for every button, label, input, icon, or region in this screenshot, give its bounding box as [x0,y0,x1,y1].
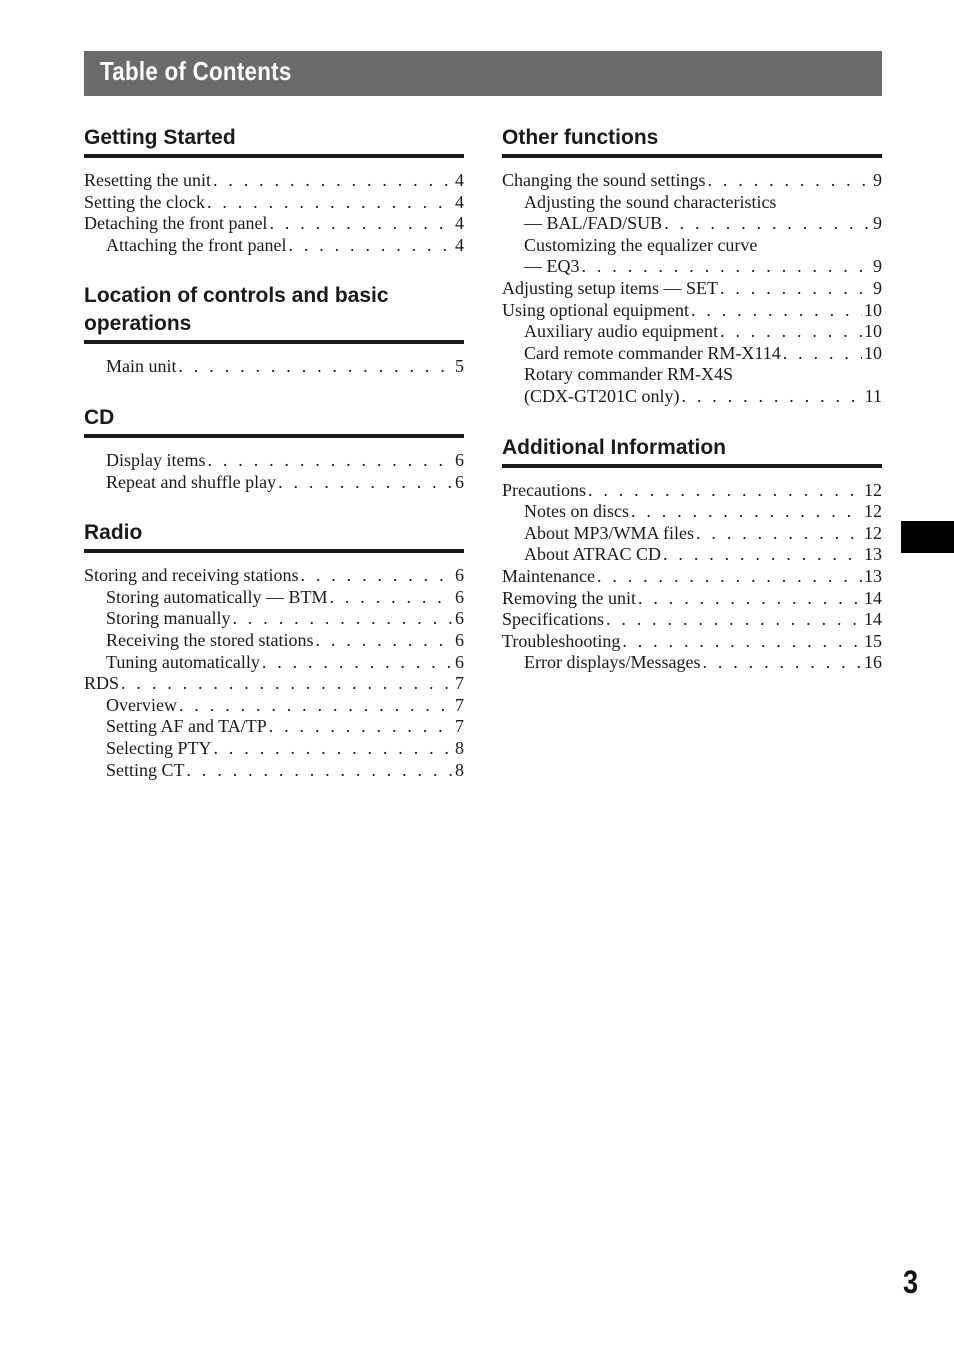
toc-entry[interactable] [84,673,464,695]
toc-entry-label: Notes on discs [524,501,629,522]
dot-leader [682,386,863,408]
toc-entry-page: 15 [864,630,882,651]
dot-leader [588,480,862,502]
dot-leader [622,631,862,653]
toc-entry[interactable] [502,523,882,545]
toc-entry-label: (CDX-GT201C only) [524,385,680,406]
toc-entry-page: 9 [873,213,882,234]
dot-leader [597,566,862,588]
toc-entry-label: Display items [106,449,206,470]
toc-entry-label: Changing the sound settings [502,170,706,190]
toc-section [502,434,882,674]
toc-entry[interactable] [502,501,882,523]
toc-entry-page: 10 [864,299,882,320]
dot-leader [783,343,862,365]
toc-entry-page: 9 [873,277,882,298]
toc-entry[interactable] [502,278,882,300]
toc-entry-page: 9 [873,170,882,190]
dot-leader [708,170,872,192]
toc-entry-label: Auxiliary audio equipment [524,321,718,342]
dot-leader [179,695,453,717]
toc-entry-label: RDS [84,673,120,694]
toc-entry-label: Specifications [502,609,604,630]
dot-leader [179,356,454,378]
toc-entry-page: 14 [864,587,882,608]
dot-leader [214,738,454,760]
toc-entry-label: Adjusting the sound characteristics [524,191,777,212]
toc-entry[interactable] [502,544,882,566]
toc-entry[interactable] [502,386,882,408]
toc-entry-page: 6 [455,586,464,607]
toc-entry-page: 5 [455,356,464,377]
toc-entry-page: 12 [864,522,882,543]
dot-leader [720,321,862,343]
toc-entry-label: Attaching the front panel [106,234,287,255]
toc-entry-label: Precautions [502,479,586,500]
toc-entry-page: 6 [455,449,464,470]
toc-entry-page: 11 [864,385,882,406]
toc-entry-page: 8 [455,737,464,758]
dot-leader [664,213,871,235]
toc-entry-label: Removing the unit [502,587,636,608]
toc-entry-label: Storing and receiving stations [84,565,299,586]
dot-leader [269,213,453,235]
page-title: Table of Contents [100,56,292,86]
toc-entry[interactable] [502,321,882,343]
toc-entry-label: Maintenance [502,565,595,586]
toc-entry-label: Storing manually [106,608,231,629]
toc-entry-page: 8 [455,759,464,780]
toc-entry-label: Selecting PTY [106,737,212,758]
dot-leader [208,450,454,472]
section-heading: Additional Information [502,434,882,468]
toc-entry-page: 6 [455,651,464,672]
toc-entry-page: 10 [864,321,882,342]
toc-entry-label: About ATRAC CD [524,544,662,565]
dot-leader [696,523,862,545]
toc-entry-page: 10 [864,342,882,363]
dot-leader [288,235,453,257]
toc-entry-label: — BAL/FAD/SUB [524,213,663,234]
toc-entry[interactable] [84,450,464,472]
dot-leader [329,587,453,609]
toc-entry[interactable] [84,213,464,235]
title-bar [84,51,882,96]
toc-entry[interactable] [84,608,464,630]
toc-entry[interactable] [84,695,464,717]
toc-entry[interactable] [84,472,464,494]
toc-section [502,124,882,408]
toc-entry-page: 6 [455,565,464,586]
toc-entry[interactable] [502,480,882,502]
toc-entry-label: Receiving the stored stations [106,629,314,650]
toc-entry-page: 4 [455,191,464,212]
toc-entry[interactable] [84,170,464,192]
dot-leader [233,608,454,630]
toc-entry[interactable] [84,587,464,609]
toc-entry-page: 7 [455,716,464,737]
toc-entry[interactable] [84,235,464,257]
toc-entry-page: 6 [455,629,464,650]
dot-leader [702,652,862,674]
dot-leader [663,544,862,566]
toc-entry-label: About MP3/WMA files [524,522,695,543]
toc-entry[interactable] [502,343,882,365]
toc-entry[interactable] [84,630,464,652]
toc-section [84,519,464,781]
dot-leader [278,472,453,494]
toc-entry[interactable] [502,170,882,192]
dot-leader [121,673,453,695]
toc-entry-label: Tuning automatically [106,651,260,672]
section-heading: CD [84,404,464,438]
toc-entry-label: Repeat and shuffle play [106,471,277,492]
dot-leader [582,256,872,278]
section-heading: Radio [84,519,464,553]
toc-entry[interactable] [502,300,882,322]
toc-entry-page: 13 [864,544,882,565]
toc-entry-page: 13 [864,565,882,586]
toc-entry[interactable] [84,652,464,674]
toc-entry[interactable] [502,631,882,653]
toc-entry-page: 12 [864,479,882,500]
toc-entry-label: Setting CT [106,759,185,780]
toc-section [84,282,464,378]
section-heading: Location of controls and basic operations [84,282,464,344]
toc-entry-page: 6 [455,471,464,492]
toc-entry-label: Troubleshooting [502,630,621,651]
toc-entry[interactable] [502,652,882,674]
toc-section [84,124,464,256]
toc-entry-label: Using optional equipment [502,299,689,320]
toc-entry-page: 4 [455,170,464,190]
dot-leader [187,760,453,782]
toc-entry-label: Card remote commander RM-X114 [524,342,781,363]
toc-entry[interactable] [84,760,464,782]
dot-leader [207,192,453,214]
toc-entry[interactable] [502,213,882,235]
dot-leader [631,501,862,523]
toc-entry[interactable] [84,565,464,587]
toc-entry-label: Setting AF and TA/TP [106,716,267,737]
toc-entry-page: 14 [864,609,882,630]
toc-entry-label: Storing automatically — BTM [106,586,328,607]
toc-entry-label: Error displays/Messages [524,652,701,673]
toc-entry-label: Resetting the unit [84,170,211,190]
toc-entry-label: Main unit [106,356,177,377]
dot-leader [315,630,453,652]
toc-entry-label: Setting the clock [84,191,205,212]
toc-entry[interactable] [502,609,882,631]
toc-entry-label: Adjusting setup items — SET [502,277,718,298]
toc-entry[interactable] [84,356,464,378]
dot-leader [213,170,453,192]
toc-entry-page: 6 [455,608,464,629]
toc-entry-label: — EQ3 [524,256,580,277]
section-heading: Getting Started [84,124,464,158]
toc-entry[interactable] [84,716,464,738]
toc-section [84,404,464,493]
toc-entry[interactable] [502,588,882,610]
toc-entry[interactable] [502,566,882,588]
toc-entry-page: 4 [455,213,464,234]
page-number: 3 [903,1264,919,1300]
section-tab-marker [901,521,954,553]
toc-entry-page: 9 [873,256,882,277]
section-heading: Other functions [502,124,882,158]
dot-leader [606,609,862,631]
toc-entry-label: Rotary commander RM-X4S [524,364,733,385]
dot-leader [269,716,453,738]
toc-entry-page: 4 [455,234,464,255]
toc-entry-page: 7 [455,673,464,694]
dot-leader [638,588,862,610]
toc-entry-label: Overview [106,694,177,715]
toc-entry-page: 16 [864,652,882,673]
dot-leader [262,652,453,674]
toc-entry-label: Customizing the equalizer curve [524,234,758,255]
toc-entry-page: 7 [455,694,464,715]
toc-entry[interactable] [84,192,464,214]
toc-entry[interactable] [502,256,882,278]
dot-leader [691,300,862,322]
dot-leader [720,278,871,300]
toc-entry-label: Detaching the front panel [84,213,268,234]
toc-entry-page: 12 [864,501,882,522]
toc-entry[interactable] [84,738,464,760]
right-column [502,124,882,700]
left-column [84,124,464,807]
dot-leader [300,565,453,587]
